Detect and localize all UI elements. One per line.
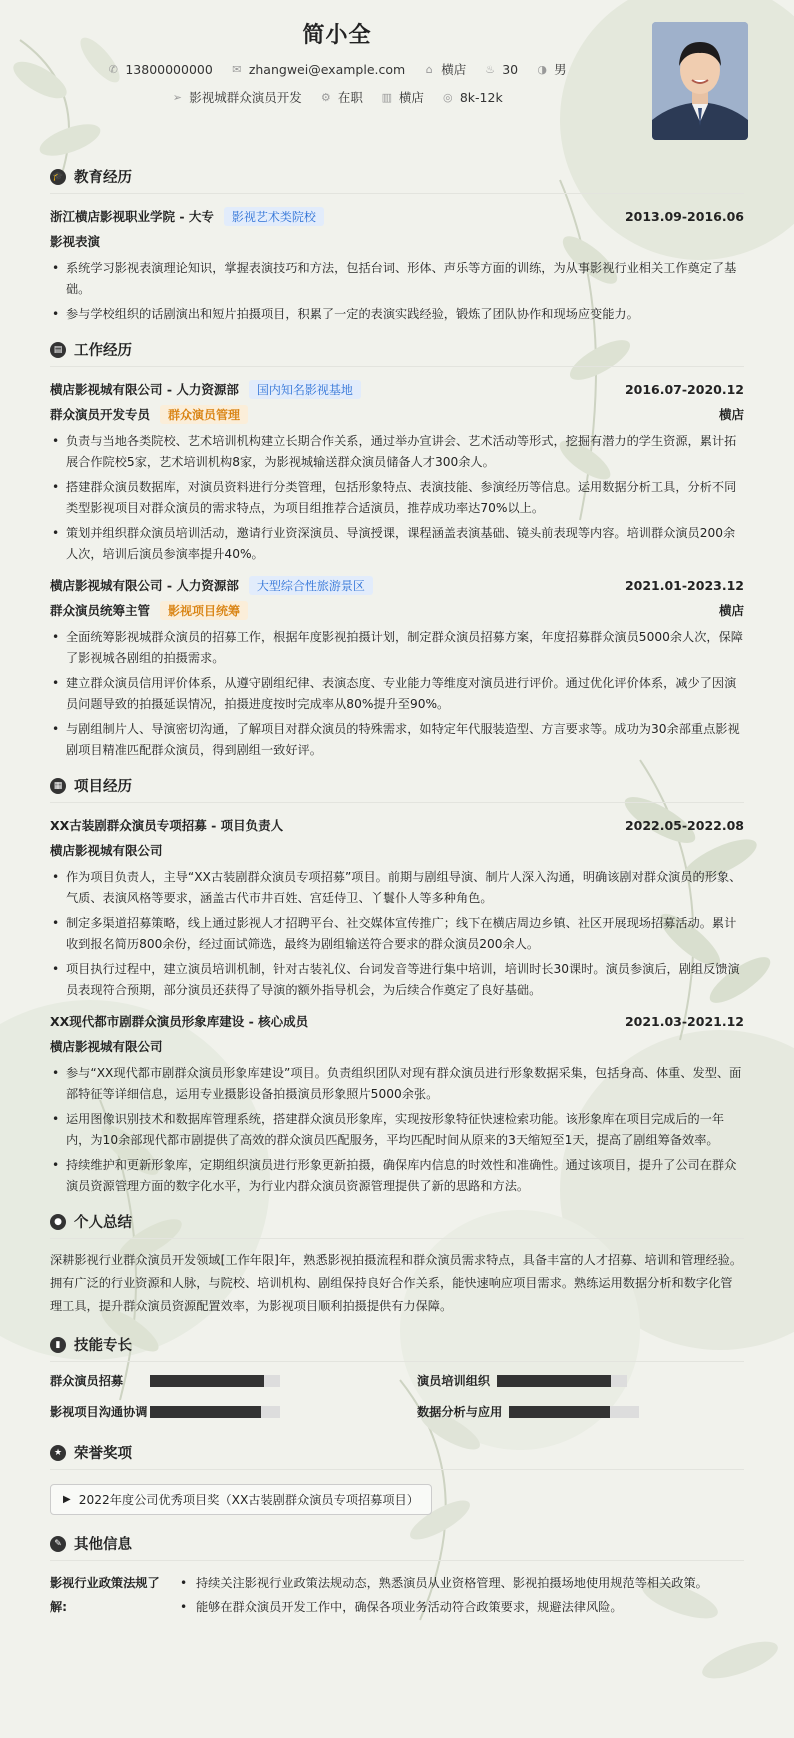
list-item: • 作为项目负责人，主导“XX古装剧群众演员专项招募”项目。前期与剧组导演、制片人深入沟通，明确该剧对群众演员的形象、气质、表演风格等要求，涵盖古代市井百姓、宫廷侍卫、丫鬟仆人等多种角色。 [50, 867, 744, 909]
phone-icon: ✆ [108, 62, 118, 76]
project-date: 2021.03-2021.12 [624, 1013, 744, 1029]
salary-info [442, 90, 503, 105]
school-tag: 影视艺术类院校 [224, 207, 324, 226]
work-role-row [50, 401, 744, 427]
list-item: • 参与“XX现代都市剧群众演员形象库建设”项目。负责组织团队对现有群众演员进行形象数据采集，包括身高、体重、发型、面部特征等详细信息，运用专业摄影设备拍摄演员形象照片5000余张。 [50, 1063, 744, 1105]
project-entry [50, 813, 744, 1001]
mail-icon: ✉ [232, 62, 242, 76]
salary-icon: ◎ [443, 90, 453, 104]
skill-bar-fill [150, 1375, 264, 1387]
list-item: • 负责与当地各类院校、艺术培训机构建立长期合作关系，通过举办宣讲会、艺术活动等形式，挖掘有潜力的学生资源，累计拓展合作院校5家，艺术培训机构8家，为影视城输送群众演员储备人才300余人。 [50, 431, 744, 473]
list-item: • 持续关注影视行业政策法规动态，熟悉演员从业资格管理、影视拍摄场地使用规范等相关政策。 [176, 1571, 708, 1595]
list-item: • 能够在群众演员开发工作中，确保各项业务活动符合政策要求，规避法律风险。 [176, 1595, 708, 1619]
list-item: • 项目执行过程中，建立演员培训机制，针对古装礼仪、台词发音等进行集中培训，培训时长30课时。演员参演后，剧组反馈演员表现符合预期，部分演员还获得了导演的额外指导机会，为后续合作奠定了良好基础。 [50, 959, 744, 1001]
major: 影视表演 [50, 234, 101, 249]
phone-info [107, 62, 212, 77]
other-title: ✎ 其他信息 [50, 1527, 744, 1561]
summary-title: ● 个人总结 [50, 1205, 744, 1239]
other-label: 影视行业政策法规了解: [50, 1576, 160, 1614]
gender-info [536, 60, 567, 78]
award-item[interactable] [50, 1484, 432, 1515]
project-name: XX现代都市剧群众演员形象库建设 - 核心成员 [50, 1014, 309, 1029]
work-entry [50, 573, 744, 761]
education-entry-head [50, 204, 744, 228]
list-item: • 全面统筹影视城群众演员的招募工作，根据年度影视拍摄计划，制定群众演员招募方案，年度招募群众演员5000余人次，保障了影视城各剧组的拍摄需求。 [50, 627, 744, 669]
project-org: 横店影视城有限公司 [50, 843, 163, 858]
work-location: 横店 [718, 603, 744, 618]
projects-section [50, 769, 744, 1197]
list-item: • 搭建群众演员数据库，对演员资料进行分类管理，包括形象特点、表演技能、参演经历等信息。运用数据分析工具，分析不同类型影视项目对群众演员的需求特点，为项目组推荐合适演员，推荐成功率达70%以上。 [50, 477, 744, 519]
education-entry [50, 204, 744, 325]
role-name: 群众演员开发专员 [50, 407, 151, 422]
work-role-row [50, 597, 744, 623]
project-name: XX古装剧群众演员专项招募 - 项目负责人 [50, 818, 284, 833]
graduation-cap-icon: 🎓 [50, 169, 66, 185]
skill-bar [497, 1375, 627, 1387]
education-bullets [50, 258, 744, 325]
work-entry [50, 377, 744, 565]
role-tag: 群众演员管理 [160, 405, 248, 424]
skills-section [50, 1328, 744, 1420]
work-location: 横店 [718, 407, 744, 422]
skill-name: 群众演员招募 [50, 1374, 124, 1388]
skills-grid [50, 1372, 744, 1420]
other-list [176, 1571, 708, 1619]
job-intent-row [50, 88, 624, 106]
target-city-info [381, 88, 424, 106]
target-job-info [171, 88, 302, 106]
list-item: • 系统学习影视表演理论知识，掌握表演技巧和方法，包括台词、形体、声乐等方面的训练，为从事影视行业相关工作奠定了基础。 [50, 258, 744, 300]
skill-name: 数据分析与应用 [417, 1405, 503, 1419]
salary-value: 8k-12k [459, 89, 503, 105]
company-name: 横店影视城有限公司 - 人力资源部 [50, 578, 239, 593]
target-city-value: 横店 [398, 90, 424, 105]
resume-header [50, 0, 744, 160]
cake-icon: ♨ [485, 62, 496, 76]
status-icon: ⚙ [320, 90, 331, 104]
work-entry-head [50, 573, 744, 597]
skill-bar [150, 1406, 280, 1418]
work-section [50, 333, 744, 761]
summary-section [50, 1205, 744, 1318]
company-tag: 国内知名影视基地 [249, 380, 361, 399]
profile-photo [652, 22, 748, 140]
location-value: 横店 [441, 62, 467, 77]
project-bullets [50, 1063, 744, 1197]
info-icon: ✎ [50, 1536, 66, 1552]
skill-item [50, 1372, 377, 1389]
skill-bar-fill [497, 1375, 611, 1387]
skill-item [417, 1372, 744, 1389]
education-section [50, 160, 744, 325]
company-name: 横店影视城有限公司 - 人力资源部 [50, 382, 239, 397]
skill-bar [150, 1375, 280, 1387]
work-entry-head [50, 377, 744, 401]
company-tag: 大型综合性旅游景区 [249, 576, 373, 595]
skill-name: 演员培训组织 [417, 1374, 491, 1388]
user-icon: ● [50, 1214, 66, 1230]
list-item: • 与剧组制片人、导演密切沟通，了解项目对群众演员的特殊需求，如特定年代服装造型、方言要求等。成功为30余部重点影视剧项目精准匹配群众演员，得到剧组一致好评。 [50, 719, 744, 761]
project-bullets [50, 867, 744, 1001]
home-icon: ⌂ [425, 62, 433, 76]
contact-row [50, 60, 624, 78]
work-bullets [50, 627, 744, 761]
work-bullets [50, 431, 744, 565]
target-job-value: 影视城群众演员开发 [189, 90, 302, 105]
project-entry-head [50, 1009, 744, 1033]
briefcase-icon: ▤ [50, 342, 66, 358]
age-info [484, 62, 518, 77]
skill-item [417, 1403, 744, 1420]
status-info [320, 88, 363, 106]
list-item: • 运用图像识别技术和数据库管理系统，搭建群众演员形象库，实现按形象特征快速检索功能。该形象库在项目完成后的一年内，为10余部现代都市剧提供了高效的群众演员匹配服务，平均匹配时间从原来的3天缩短至1天，提高了剧组筹备效率。 [50, 1109, 744, 1151]
skill-bar-fill [509, 1406, 610, 1418]
list-item: • 建立群众演员信用评价体系，从遵守剧组纪律、表演态度、专业能力等维度对演员进行评价。通过优化评价体系，减少了因演员问题导致的拍摄延误情况，拍摄进度按时完成率从80%提升至90%。 [50, 673, 744, 715]
skills-title: ▮ 技能专长 [50, 1328, 744, 1362]
candidate-name: 简小全 [302, 23, 372, 48]
building-icon: ▥ [381, 90, 393, 104]
skill-bar [509, 1406, 639, 1418]
location-info [423, 60, 466, 78]
education-title: 🎓 教育经历 [50, 160, 744, 194]
work-date: 2016.07-2020.12 [624, 381, 744, 397]
project-entry [50, 1009, 744, 1197]
school-name: 浙江横店影视职业学院 - 大专 [50, 209, 214, 224]
list-item: • 持续维护和更新形象库，定期组织演员进行形象更新拍摄，确保库内信息的时效性和准确性。通过该项目，提升了公司在群众演员资源管理方面的数字化水平，为行业内群众演员资源管理提供了新的思路和方法。 [50, 1155, 744, 1197]
other-row [50, 1571, 744, 1619]
skill-name: 影视项目沟通协调 [50, 1405, 148, 1419]
bar-chart-icon: ▮ [50, 1337, 66, 1353]
gender-icon: ◑ [537, 62, 547, 76]
role-tag: 影视项目统筹 [160, 601, 248, 620]
projects-title: ▦ 项目经历 [50, 769, 744, 803]
phone-value: 13800000000 [125, 61, 213, 77]
award-text: 2022年度公司优秀项目奖（XX古装剧群众演员专项招募项目） [78, 1493, 419, 1507]
list-item: • 策划并组织群众演员培训活动，邀请行业资深演员、导演授课，课程涵盖表演基础、镜头前表现等内容。培训群众演员200余人次，培训后演员参演率提升40%。 [50, 523, 744, 565]
gender-value: 男 [554, 62, 567, 77]
status-value: 在职 [337, 90, 363, 105]
role-name: 群众演员统筹主管 [50, 603, 151, 618]
other-section [50, 1527, 744, 1619]
send-icon: ➢ [172, 90, 182, 104]
list-item: • 参与学校组织的话剧演出和短片拍摄项目，积累了一定的表演实践经验，锻炼了团队协作和现场应变能力。 [50, 304, 744, 325]
project-date: 2022.05-2022.08 [624, 817, 744, 833]
email-value: zhangwei@example.com [248, 61, 406, 77]
awards-section [50, 1436, 744, 1527]
medal-icon: ★ [50, 1445, 66, 1461]
education-date: 2013.09-2016.06 [624, 208, 744, 224]
triangle-right-icon: ▶ [63, 1494, 71, 1505]
awards-title: ★ 荣誉奖项 [50, 1436, 744, 1470]
work-date: 2021.01-2023.12 [624, 577, 744, 593]
age-value: 30 [502, 61, 519, 77]
work-title: ▤ 工作经历 [50, 333, 744, 367]
list-item: • 制定多渠道招募策略，线上通过影视人才招聘平台、社交媒体宣传推广；线下在横店周边乡镇、社区开展现场招募活动。累计收到报名简历800余份，经过面试筛选，最终为剧组输送符合要求的群众演员200余人。 [50, 913, 744, 955]
skill-item [50, 1403, 377, 1420]
summary-text: 深耕影视行业群众演员开发领域[工作年限]年，熟悉影视拍摄流程和群众演员需求特点，具备丰富的人才招募、培训和管理经验。拥有广泛的行业资源和人脉，与院校、培训机构、剧组保持良好合作关系，能快速响应项目需求。熟练运用数据分析和数字化管理工具，提升群众演员资源配置效率，为影视项目顺利拍摄提供有力保障。 [50, 1253, 743, 1313]
skill-bar-fill [150, 1406, 261, 1418]
project-org: 横店影视城有限公司 [50, 1039, 163, 1054]
email-info [231, 62, 405, 77]
grid-icon: ▦ [50, 778, 66, 794]
project-entry-head [50, 813, 744, 837]
